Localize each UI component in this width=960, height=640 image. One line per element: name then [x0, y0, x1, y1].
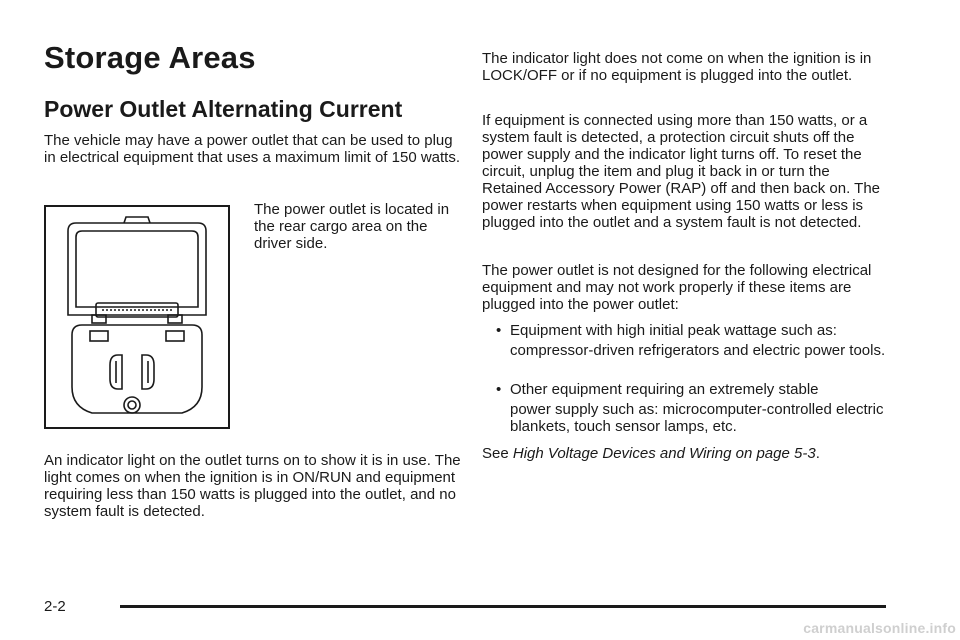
bullet-lead: Other equipment requiring an extremely stable: [510, 381, 819, 398]
section-title: Power Outlet Alternating Current: [44, 96, 403, 122]
right-paragraph-1: The indicator light does not come on when the ignition is in LOCK/OFF or if no equipment is plugged into the outlet.: [482, 50, 872, 84]
intro-paragraph: The vehicle may have a power outlet that can be used to plug in electrical equipment that uses a maximum limit of 150 watts.: [44, 132, 461, 166]
indicator-light-paragraph: An indicator light on the outlet turns on to show it is in use. The light comes on when the ignition is in ON/RUN and equipment requiring less than 150 watts is plugged into the outlet, and no system fault is detected.: [44, 452, 461, 520]
bullet-text: compressor-driven refrigerators and electric power tools.: [510, 342, 886, 359]
watermark: carmanualsonline.info: [803, 620, 956, 636]
bullet-icon: •: [496, 381, 502, 398]
page-title: Storage Areas: [44, 40, 256, 75]
see-reference: [482, 445, 892, 462]
see-prefix: See: [482, 445, 513, 462]
figure-caption: The power outlet is located in the rear cargo area on the driver side.: [254, 201, 450, 252]
bullet-icon: •: [496, 322, 502, 339]
power-outlet-figure: [44, 205, 230, 429]
cross-reference-link[interactable]: High Voltage Devices and Wiring on page 5-3: [512, 445, 816, 462]
bullet-text: power supply such as: microcomputer-controlled electric blankets, touch sensor lamps, etc.: [510, 401, 884, 435]
see-suffix: .: [815, 445, 820, 462]
right-paragraph-2: If equipment is connected using more than 150 watts, or a system fault is detected, a protection circuit shuts off the power supply and the indicator light turns off. To reset the circuit, unplug the item and plug it back in or turn the Retained Accessory Power (RAP) off and then back on. The power restarts when equipment using 150 watts or less is plugged into the outlet and a system fault is not detected.: [482, 112, 880, 231]
right-paragraph-3: The power outlet is not designed for the following electrical equipment and may not work properly if these items are plugged into the power outlet:: [482, 262, 872, 313]
power-outlet-illustration: [46, 207, 228, 427]
page-number: 2-2: [44, 598, 66, 615]
footer-rule: [120, 605, 886, 608]
bullet-lead: Equipment with high initial peak wattage such as:: [510, 322, 837, 339]
